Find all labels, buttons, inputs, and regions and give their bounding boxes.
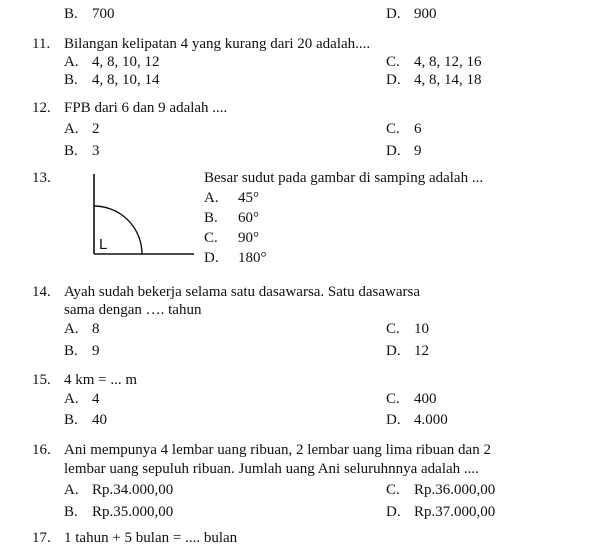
q10-option-d: D. 900 [386, 6, 437, 22]
q16-text-line2: lembar uang sepuluh ribuan. Jumlah uang Ani seluruhnnya adalah .... [64, 461, 479, 477]
q11-option-b: B. 4, 8, 10, 14 [64, 72, 160, 88]
q16-option-a: A. Rp.34.000,00 [64, 482, 174, 498]
q13-option-d: D. 180° [204, 250, 267, 266]
q11-option-a: A. 4, 8, 10, 12 [64, 54, 160, 70]
q13-text: Besar sudut pada gambar di samping adalah ... [204, 170, 484, 186]
right-angle-figure [88, 172, 198, 262]
q11-text: Bilangan kelipatan 4 yang kurang dari 20 adalah.... [64, 36, 371, 52]
q12-text: FPB dari 6 dan 9 adalah .... [64, 100, 228, 116]
q16-number: 16. [32, 442, 51, 458]
q16-option-c: C. Rp.36.000,00 [386, 482, 496, 498]
q14-option-d: D. 12 [386, 343, 429, 359]
q12-option-c: C. 6 [386, 121, 422, 137]
q14-option-b: B. 9 [64, 343, 100, 359]
q13-option-b: B. 60° [204, 210, 259, 226]
q12-option-b: B. 3 [64, 143, 100, 159]
q13-option-a: A. 45° [204, 190, 259, 206]
q15-option-a: A. 4 [64, 391, 100, 407]
q16-option-d: D. Rp.37.000,00 [386, 504, 496, 520]
q14-option-c: C. 10 [386, 321, 429, 337]
q14-number: 14. [32, 284, 51, 300]
q15-option-d: D. 4.000 [386, 412, 448, 428]
q11-option-d: D. 4, 8, 14, 18 [386, 72, 482, 88]
q15-number: 15. [32, 372, 51, 388]
q12-number: 12. [32, 100, 51, 116]
q13-number: 13. [32, 170, 51, 186]
q11-number: 11. [32, 36, 51, 52]
q13-option-c: C. 90° [204, 230, 259, 246]
q14-text-line1: Ayah sudah bekerja selama satu dasawarsa. Satu dasawarsa [64, 284, 420, 300]
q14-option-a: A. 8 [64, 321, 100, 337]
q16-option-b: B. Rp.35.000,00 [64, 504, 174, 520]
q10-option-b: B. 700 [64, 6, 115, 22]
q11-option-c: C. 4, 8, 12, 16 [386, 54, 482, 70]
q12-option-a: A. 2 [64, 121, 100, 137]
right-angle-mark: L [99, 236, 108, 253]
q15-option-c: C. 400 [386, 391, 437, 407]
q14-text-line2: sama dengan …. tahun [64, 302, 202, 318]
q15-text: 4 km = ... m [64, 372, 138, 388]
q12-option-d: D. 9 [386, 143, 422, 159]
q17-number: 17. [32, 530, 51, 546]
q16-text-line1: Ani mempunya 4 lembar uang ribuan, 2 lembar uang lima ribuan dan 2 [64, 442, 491, 458]
q15-option-b: B. 40 [64, 412, 107, 428]
q17-text: 1 tahun + 5 bulan = .... bulan [64, 530, 238, 546]
